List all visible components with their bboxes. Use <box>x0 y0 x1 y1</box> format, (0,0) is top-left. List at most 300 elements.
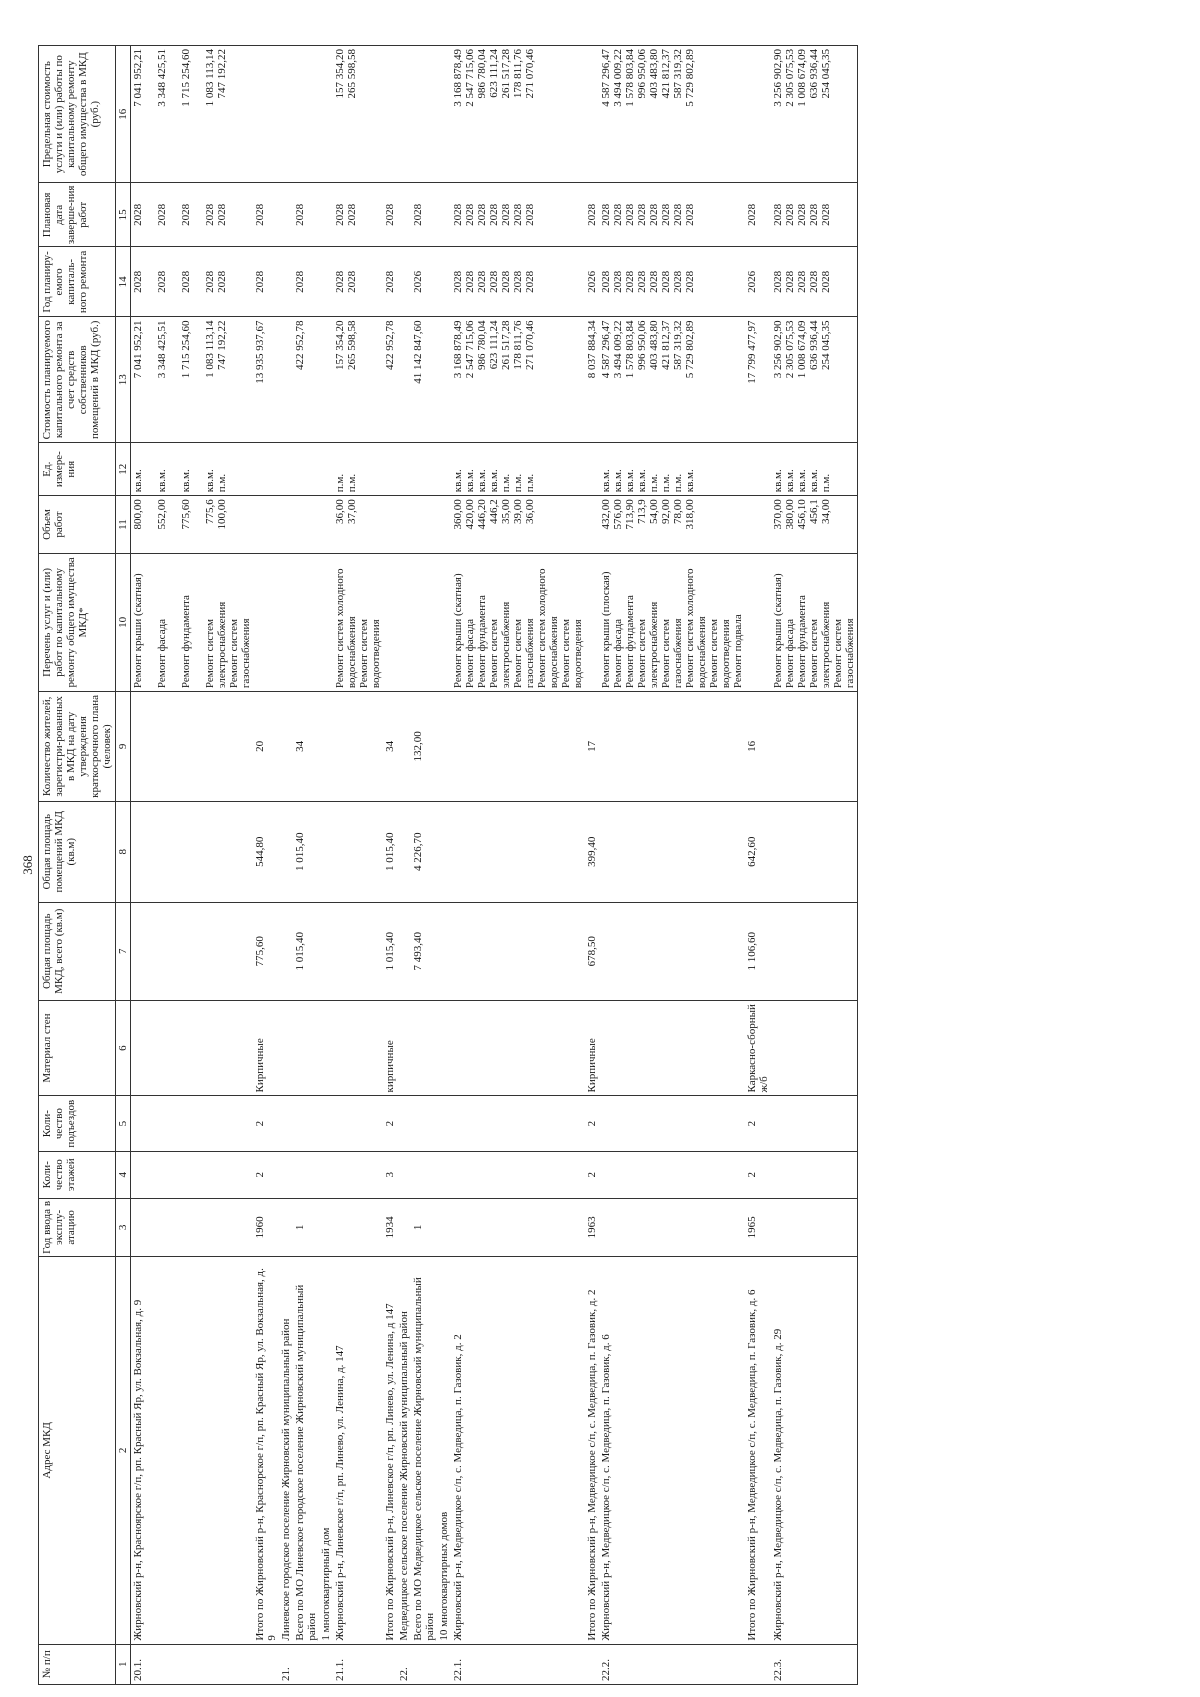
cell-line <box>192 186 204 243</box>
cell-line: 34,00 <box>820 499 832 525</box>
cell-line <box>192 499 204 549</box>
cell-line: 2028 <box>512 203 524 226</box>
table-cell <box>397 1000 411 1096</box>
table-cell <box>451 183 585 247</box>
table-cell <box>333 443 383 496</box>
table-cell: 2026 <box>745 247 771 317</box>
table-cell <box>771 46 858 183</box>
cell-line: 157 354,20 <box>334 49 346 99</box>
cell-line: кв.м. <box>488 469 500 493</box>
cell-line: 2028 <box>636 270 648 293</box>
cell-line: 2028 <box>476 270 488 293</box>
cell-line: Ремонт фундамента <box>476 595 488 689</box>
table-cell <box>397 1151 411 1198</box>
cell-line: 713,90 <box>624 499 636 530</box>
cell-line <box>168 186 180 243</box>
table-cell <box>437 1096 451 1151</box>
table-cell: 20 <box>253 692 279 802</box>
table-cell: Всего по МО Медведицкое сельское поселение Жирновский муниципальный район <box>411 1257 437 1644</box>
table-cell <box>585 443 599 496</box>
cell-line: Ремонт систем электроснабжения <box>488 601 512 689</box>
cell-line: 2028 <box>334 203 346 226</box>
table-cell <box>771 1000 858 1096</box>
cell-line: Ремонт систем электроснабжения <box>808 601 832 689</box>
cell-line <box>168 321 180 440</box>
table-cell: 7 493,40 <box>411 902 437 1000</box>
table-cell: Итого по Жирновский р-н, Линевское г/п, рп. Линево, ул. Ленина, д 147 <box>383 1257 397 1644</box>
table-cell <box>437 553 451 691</box>
cell-line <box>168 499 180 549</box>
table-cell <box>279 1096 293 1151</box>
table-cell <box>319 46 333 183</box>
cell-line: п.м. <box>334 473 346 493</box>
table-cell <box>411 443 437 496</box>
table-row <box>771 46 858 1685</box>
cell-line: 2028 <box>672 270 684 293</box>
cell-line: п.м. <box>660 473 672 493</box>
table-cell <box>319 1096 333 1151</box>
cell-line: Ремонт крыши (скатная) <box>452 573 464 689</box>
table-cell <box>599 692 745 802</box>
col-header-entrances: Коли-чество подъездов <box>39 1096 116 1151</box>
cell-line: кв.м. <box>452 469 464 493</box>
table-cell <box>437 46 451 183</box>
cell-line: 39,00 <box>512 499 524 525</box>
cell-line: 2028 <box>784 203 796 226</box>
table-body <box>131 46 858 1685</box>
col-header-address: Адрес МКД <box>39 1257 116 1644</box>
cell-line: 623 111,24 <box>488 49 500 98</box>
table-cell: 13 935 937,67 <box>253 317 279 443</box>
cell-line: 261 517,28 <box>500 320 512 370</box>
col-header-year: Год ввода в эксплу-атацию <box>39 1198 116 1257</box>
table-row <box>451 46 585 1685</box>
cell-line <box>144 499 156 549</box>
cell-line <box>168 49 180 179</box>
col-header-works-list: Перечень услуг и (или) работ по капитальному ремонту общего имущества МКД* <box>39 553 116 691</box>
cell-line: 446,20 <box>476 499 488 530</box>
cell-line: 2028 <box>452 270 464 293</box>
table-cell <box>451 317 585 443</box>
cell-line: 178 811,76 <box>512 49 524 99</box>
col-header-cost: Стоимость планируемого капитального ремонта за счет средств собственников помещений в МКД (руб.) <box>39 317 116 443</box>
table-cell <box>599 1000 745 1096</box>
cell-line: кв.м. <box>156 469 168 493</box>
col-header-total-area: Общая площадь МКД, всего (кв.м) <box>39 902 116 1000</box>
cell-line: Ремонт систем электроснабжения <box>204 601 228 689</box>
table-cell <box>451 1198 585 1257</box>
table-row <box>253 46 279 1685</box>
cell-line: кв.м. <box>204 469 216 493</box>
cell-line: 3 256 902,90 <box>772 320 784 379</box>
table-cell <box>279 1151 293 1198</box>
table-cell: 41 142 847,60 <box>411 317 437 443</box>
cell-line: 2028 <box>464 270 476 293</box>
table-cell: 2028 <box>383 247 397 317</box>
cell-line: 421 812,37 <box>660 49 672 99</box>
table-cell <box>293 1000 319 1096</box>
table-cell: Жирновский р-н, Медведицкое с/п, с. Медведица, п. Газовик, д. 29 <box>771 1257 858 1644</box>
col-number: 6 <box>116 1000 131 1096</box>
table-cell <box>333 46 383 183</box>
table-cell <box>437 1000 451 1096</box>
table-cell: Каркасно-сборный ж/б <box>745 1000 771 1096</box>
table-cell <box>279 317 293 443</box>
cell-line: 4 587 296,47 <box>600 320 612 379</box>
table-cell: 2028 <box>383 183 397 247</box>
cell-line: Ремонт систем холодного водоснабжения <box>334 568 358 689</box>
cell-line: 456,10 <box>796 499 808 530</box>
col-number: 1 <box>116 1644 131 1684</box>
table-cell <box>333 317 383 443</box>
table-cell <box>333 1198 383 1257</box>
col-header-max-cost: Предельная стоимость услуги и (или) работы по капитальному ремонту общего имущества в МКД (руб.) <box>39 46 116 183</box>
table-cell: 22.1. <box>451 1644 585 1684</box>
cell-line: 2028 <box>648 203 660 226</box>
table-cell: 642,60 <box>745 801 771 902</box>
cell-line: 3 348 425,51 <box>156 49 168 107</box>
cell-line <box>192 557 204 688</box>
table-cell: 1934 <box>383 1198 397 1257</box>
table-cell <box>771 1198 858 1257</box>
table-cell <box>293 46 319 183</box>
table-cell <box>599 317 745 443</box>
table-cell <box>771 496 858 553</box>
table-cell <box>745 443 771 496</box>
table-cell <box>131 1198 254 1257</box>
table-cell <box>437 801 451 902</box>
table-cell: 1 <box>293 1198 319 1257</box>
cell-line: 2028 <box>216 203 228 226</box>
cell-line: кв.м. <box>772 469 784 493</box>
cell-line: Ремонт систем водоотведения <box>708 619 732 689</box>
table-cell <box>585 1644 599 1684</box>
cell-line: п.м. <box>500 473 512 493</box>
cell-line: 2028 <box>684 203 696 226</box>
cell-line: п.м. <box>820 473 832 493</box>
table-cell <box>771 317 858 443</box>
table-cell <box>437 1198 451 1257</box>
table-cell: 2028 <box>293 183 319 247</box>
table-cell <box>451 443 585 496</box>
cell-line: Ремонт фасада <box>464 618 476 689</box>
table-cell <box>411 1096 437 1151</box>
table-cell <box>131 46 254 183</box>
table-cell <box>253 496 279 553</box>
table-cell <box>451 801 585 902</box>
table-cell <box>279 1000 293 1096</box>
table-cell: Жирновский р-н, Медведицкое с/п, с. Медведица, п. Газовик, д. 2 <box>451 1257 585 1644</box>
table-cell <box>279 1198 293 1257</box>
table-cell <box>279 496 293 553</box>
table-cell: Кирпичные <box>253 1000 279 1096</box>
table-cell <box>437 902 451 1000</box>
cell-line: 7 041 952,21 <box>132 320 144 379</box>
cell-line: 456,1 <box>808 499 820 525</box>
table-cell: 3 <box>383 1151 397 1198</box>
table-cell <box>293 553 319 691</box>
table-cell: 2 <box>585 1096 599 1151</box>
cell-line: 2028 <box>820 203 832 226</box>
col-number: 12 <box>116 443 131 496</box>
table-cell <box>293 1644 319 1684</box>
cell-line: Ремонт систем холодного водоснабжения <box>684 568 708 689</box>
col-number: 3 <box>116 1198 131 1257</box>
table-cell: Итого по Жирновский р-н, Медведицкое с/п, с. Медведица, п. Газовик, д. 2 <box>585 1257 599 1644</box>
table-cell <box>333 183 383 247</box>
table-cell: Жирновский р-н, Медведицкое с/п, с. Медведица, п. Газовик, д. 6 <box>599 1257 745 1644</box>
table-cell: 17 <box>585 692 599 802</box>
cell-line <box>168 557 180 688</box>
table-cell: 1965 <box>745 1198 771 1257</box>
table-cell <box>599 1096 745 1151</box>
cell-line: 2028 <box>684 270 696 293</box>
table-cell <box>279 553 293 691</box>
table-cell <box>319 247 333 317</box>
cell-line: Ремонт фундамента <box>180 595 192 689</box>
cell-line: 996 950,06 <box>636 320 648 370</box>
cell-line: 380,00 <box>784 499 796 530</box>
table-cell: 2028 <box>293 247 319 317</box>
table-cell <box>437 443 451 496</box>
cell-line: 2028 <box>772 270 784 293</box>
table-row <box>319 46 333 1685</box>
col-number: 15 <box>116 183 131 247</box>
cell-line: Ремонт систем газоснабжения <box>228 618 252 689</box>
cell-line <box>144 446 156 492</box>
table-cell <box>279 801 293 902</box>
cell-line: кв.м. <box>808 469 820 493</box>
table-cell: Всего по МО Линевское городское поселение Жирновский муниципальный район <box>293 1257 319 1644</box>
cell-line: 2028 <box>132 203 144 226</box>
table-cell <box>451 553 585 691</box>
col-number: 4 <box>116 1151 131 1198</box>
table-cell <box>585 46 599 183</box>
table-cell <box>279 443 293 496</box>
table-cell <box>397 553 411 691</box>
cell-line: 271 070,46 <box>524 49 536 99</box>
cell-line: 2028 <box>624 203 636 226</box>
table-cell: 132,00 <box>411 692 437 802</box>
table-cell <box>131 183 254 247</box>
col-header-num: № п/п <box>39 1644 116 1684</box>
cell-line: 2028 <box>204 203 216 226</box>
table-cell <box>437 1151 451 1198</box>
table-cell <box>279 183 293 247</box>
cell-line: 2028 <box>660 270 672 293</box>
table-cell: 2026 <box>411 247 437 317</box>
cell-line <box>168 446 180 492</box>
cell-line: 2028 <box>132 270 144 293</box>
cell-line: п.м. <box>524 473 536 493</box>
cell-line: 2028 <box>500 203 512 226</box>
cell-line: 2028 <box>216 270 228 293</box>
cell-line: 747 192,22 <box>216 49 228 99</box>
cell-line: 2028 <box>600 270 612 293</box>
table-cell <box>333 1096 383 1151</box>
table-cell: 1 015,40 <box>383 801 397 902</box>
cell-line: кв.м. <box>636 469 648 493</box>
table-cell <box>411 1000 437 1096</box>
col-number: 11 <box>116 496 131 553</box>
table-row <box>293 46 319 1685</box>
cell-line: 261 517,28 <box>500 49 512 99</box>
table-cell <box>585 553 599 691</box>
cell-line: 3 168 878,49 <box>452 49 464 107</box>
cell-line: 2028 <box>452 203 464 226</box>
cell-line: 2028 <box>612 203 624 226</box>
table-cell <box>279 902 293 1000</box>
cell-line: Ремонт фасада <box>784 618 796 689</box>
table-cell: 2026 <box>585 247 599 317</box>
cell-line: 2028 <box>600 203 612 226</box>
cell-line: п.м. <box>346 473 358 493</box>
cell-line: 2028 <box>772 203 784 226</box>
table-cell: 17 799 477,97 <box>745 317 771 443</box>
table-cell: 22. <box>397 1644 411 1684</box>
table-cell <box>383 553 397 691</box>
cell-line: 3 168 878,49 <box>452 320 464 379</box>
cell-line: п.м. <box>648 473 660 493</box>
cell-line: 747 192,22 <box>216 320 228 370</box>
table-cell: 2 <box>383 1096 397 1151</box>
cell-line: Ремонт систем газоснабжения <box>660 618 684 689</box>
col-number: 7 <box>116 902 131 1000</box>
cell-line: 3 348 425,51 <box>156 320 168 379</box>
cell-line: 92,00 <box>660 499 672 525</box>
table-cell <box>411 1644 437 1684</box>
table-cell <box>253 1644 279 1684</box>
table-row <box>585 46 599 1685</box>
table-cell <box>599 553 745 691</box>
cell-line: 636 936,44 <box>808 320 820 370</box>
table-cell: 678,50 <box>585 902 599 1000</box>
table-cell: 22.2. <box>599 1644 745 1684</box>
table-cell <box>319 1151 333 1198</box>
cell-line: 318,00 <box>684 499 696 530</box>
cell-line <box>144 250 156 313</box>
table-cell <box>397 902 411 1000</box>
table-cell: 20.1. <box>131 1644 254 1684</box>
cell-line: 2 305 075,53 <box>784 320 796 379</box>
header-row <box>39 46 116 1685</box>
cell-line: кв.м. <box>600 469 612 493</box>
table-cell: 399,40 <box>585 801 599 902</box>
cell-line: 5 729 802,89 <box>684 49 696 107</box>
cell-line: 36,00 <box>334 499 346 525</box>
table-cell <box>451 1151 585 1198</box>
table-cell <box>293 1151 319 1198</box>
table-cell: Линевское городское поселение Жирновский муниципальный район <box>279 1257 293 1644</box>
cell-line: кв.м. <box>476 469 488 493</box>
table-cell <box>293 1096 319 1151</box>
table-cell <box>319 443 333 496</box>
table-cell <box>383 46 397 183</box>
table-cell: Итого по Жирновский р-н, Краснорское г/п, рп. Красный Яр, ул. Вокзальная, д. 9 <box>253 1257 279 1644</box>
cell-line: 254 045,35 <box>820 49 832 99</box>
table-cell: 10 многоквартирных домов <box>437 1257 451 1644</box>
col-number: 9 <box>116 692 131 802</box>
capital-repair-plan-table <box>38 45 858 1685</box>
table-cell <box>319 1644 333 1684</box>
table-cell <box>451 1000 585 1096</box>
cell-line: 78,00 <box>672 499 684 525</box>
table-cell <box>131 553 254 691</box>
col-number: 5 <box>116 1096 131 1151</box>
table-cell <box>397 247 411 317</box>
table-cell <box>745 46 771 183</box>
cell-line: кв.м. <box>132 469 144 493</box>
cell-line: 2028 <box>488 270 500 293</box>
cell-line: 2028 <box>334 270 346 293</box>
table-cell <box>333 1151 383 1198</box>
table-cell <box>279 692 293 802</box>
cell-line: 1 008 674,09 <box>796 49 808 107</box>
cell-line: 2028 <box>624 270 636 293</box>
cell-line: 2028 <box>180 270 192 293</box>
col-number: 10 <box>116 553 131 691</box>
cell-line <box>144 49 156 179</box>
table-cell <box>333 902 383 1000</box>
table-cell <box>319 553 333 691</box>
col-header-repair-year: Год планиру-емого капиталь-ного ремонта <box>39 247 116 317</box>
col-header-completion-date: Плановая дата заверше-ния работ <box>39 183 116 247</box>
table-cell <box>293 443 319 496</box>
cell-line: 36,00 <box>524 499 536 525</box>
table-cell <box>599 902 745 1000</box>
cell-line <box>192 446 204 492</box>
col-header-residents: Количество жителей, зарегистри-рованных в МКД на дату утверждения краткосрочного плана (человек) <box>39 692 116 802</box>
table-cell <box>131 1151 254 1198</box>
table-cell <box>333 553 383 691</box>
table-cell <box>333 247 383 317</box>
table-cell <box>771 801 858 902</box>
table-row <box>131 46 254 1685</box>
table-cell: 22.3. <box>771 1644 858 1684</box>
cell-line: Ремонт систем газоснабжения <box>512 618 536 689</box>
cell-line: Ремонт фундамента <box>624 595 636 689</box>
table-cell <box>771 692 858 802</box>
table-cell <box>599 46 745 183</box>
table-cell <box>397 692 411 802</box>
table-cell <box>411 553 437 691</box>
cell-line <box>168 250 180 313</box>
cell-line: 2028 <box>808 203 820 226</box>
table-cell <box>253 553 279 691</box>
cell-line: 2028 <box>346 203 358 226</box>
cell-line: 3 494 009,22 <box>612 320 624 379</box>
table-cell <box>451 496 585 553</box>
cell-line: 576,00 <box>612 499 624 530</box>
cell-line: 1 578 803,84 <box>624 49 636 107</box>
cell-line: 2028 <box>784 270 796 293</box>
table-cell: 2028 <box>253 183 279 247</box>
cell-line: 800,00 <box>132 499 144 530</box>
cell-line: кв.м. <box>624 469 636 493</box>
cell-line: 986 780,04 <box>476 49 488 99</box>
table-cell: 1 015,40 <box>293 801 319 902</box>
table-cell <box>451 46 585 183</box>
table-row <box>279 46 293 1685</box>
cell-line: 2028 <box>464 203 476 226</box>
cell-line: 421 812,37 <box>660 320 672 370</box>
cell-line: 2028 <box>488 203 500 226</box>
table-cell: 21.1. <box>333 1644 383 1684</box>
cell-line: 2028 <box>796 270 808 293</box>
cell-line: 2028 <box>524 270 536 293</box>
col-number: 16 <box>116 46 131 183</box>
cell-line: 587 319,32 <box>672 320 684 370</box>
